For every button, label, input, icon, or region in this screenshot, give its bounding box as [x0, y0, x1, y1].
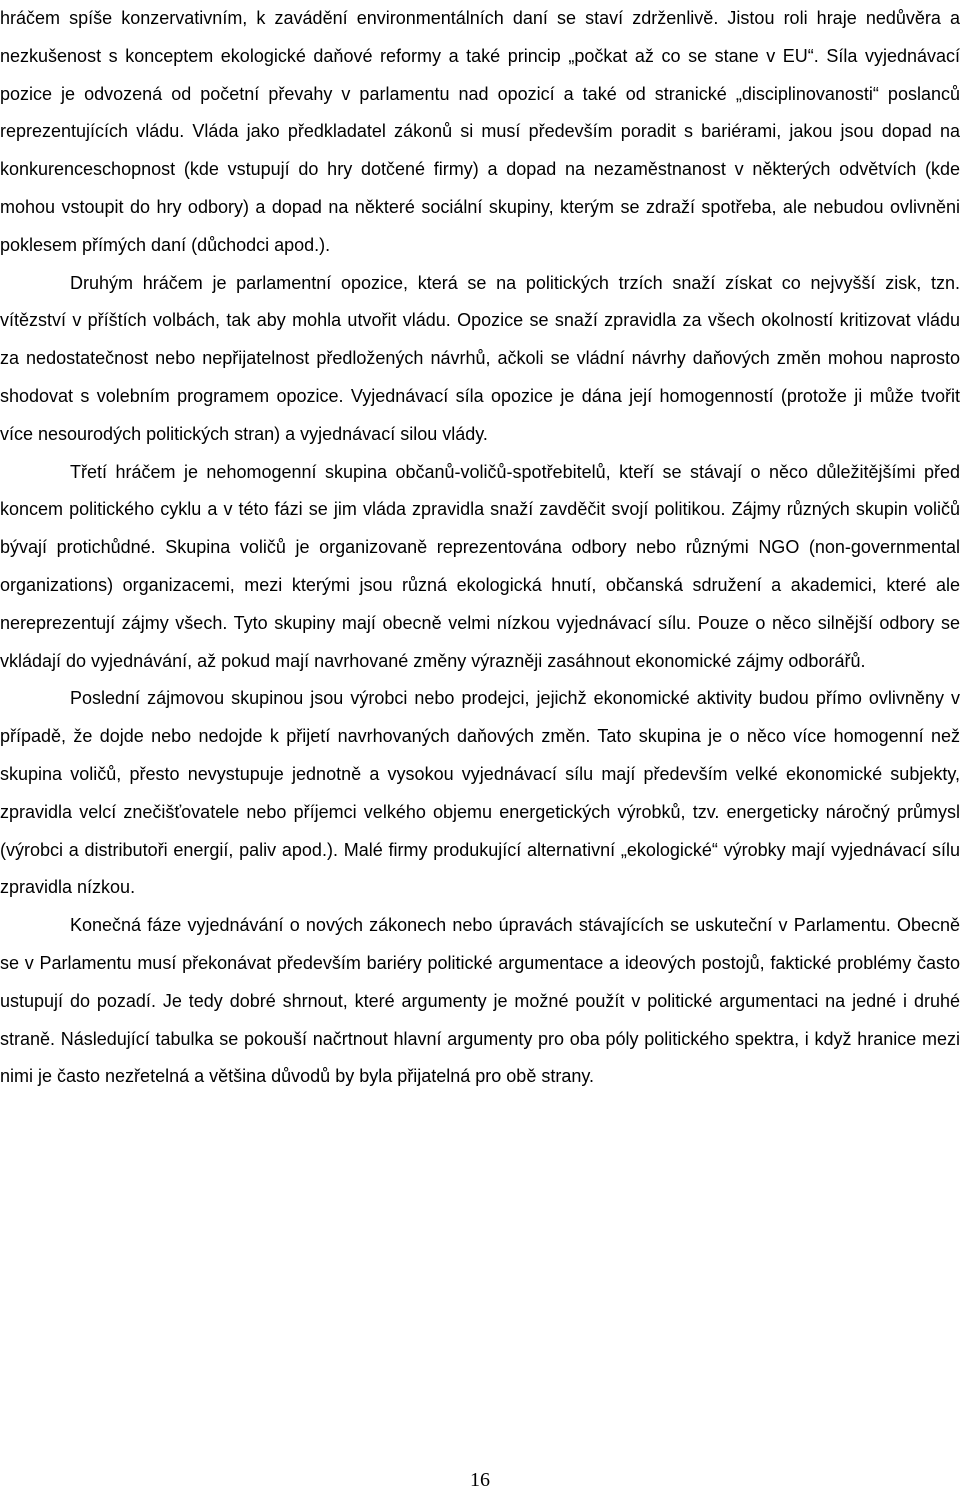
page-number: 16	[470, 1469, 490, 1491]
paragraph-4: Poslední zájmovou skupinou jsou výrobci nebo prodejci, jejichž ekonomické aktivity budou přímo ovlivněny v případě, že dojde nebo nedojde k přijetí navrhovaných daňových změn. Tato skupina je o něco více homogenní než skupina voličů, přesto nevystupuje jednotně a vysokou vyjednávací sílu mají především velké ekonomické subjekty, zpravidla velcí znečišťovatele nebo příjemci velkého objemu energetických výrobků, tzv. energeticky náročný průmysl (výrobci a distributoři energií, paliv apod.). Malé firmy produkující alternativní „ekologické“ výrobky mají vyjednávací sílu zpravidla nízkou.	[0, 688, 960, 898]
paragraph-2: Druhým hráčem je parlamentní opozice, která se na politických trzích snaží získat co nejvyšší zisk, tzn. vítězství v příštích volbách, tak aby mohla utvořit vládu. Opozice se snaží zpravidla za všech okolností kritizovat vládu za nedostatečnost nebo nepřijatelnost předložených návrhů, ačkoli se vládní návrhy daňových změn mohou naprosto shodovat s volebním programem opozice. Vyjednávací síla opozice je dána její homogenností (protože ji může tvořit více nesourodých politických stran) a vyjednávací silou vlády.	[0, 272, 960, 444]
paragraph-5: Konečná fáze vyjednávání o nových zákonech nebo úpravách stávajících se uskuteční v Parlamentu. Obecně se v Parlamentu musí překonávat především bariéry politické argumentace a ideových postojů, faktické problémy často ustupují do pozadí. Je tedy dobré shrnout, které argumenty je možné použít v politické argumentaci na jedné i druhé straně. Následující tabulka se pokouší načrtnout hlavní argumenty pro oba póly politického spektra, i když hranice mezi nimi je často nezřetelná a většina důvodů by byla přijatelná pro obě strany.	[0, 915, 960, 1087]
paragraph-1: hráčem spíše konzervativním, k zavádění environmentálních daní se staví zdrženlivě. Jistou roli hraje nedůvěra a nezkušenost s konceptem ekologické daňové reformy a také princip „počkat až co se stane v EU“. Síla vyjednávací pozice je odvozená od početní převahy v parlamentu nad opozicí a také od stranické „disciplinovanosti“ poslanců reprezentujících vládu. Vláda jako předkladatel zákonů si musí především poradit s bariérami, jakou jsou dopad na konkurenceschopnost (kde vstupují do hry dotčené firmy) a dopad na nezaměstnanost v některých odvětvích (kde mohou vstoupit do hry odbory) a dopad na některé sociální skupiny, kterým se zdraží spotřeba, ale nebudou ovlivněni poklesem přímých daní (důchodci apod.).	[0, 8, 960, 255]
paragraph-3: Třetí hráčem je nehomogenní skupina občanů-voličů-spotřebitelů, kteří se stávají o něco důležitějšími před koncem politického cyklu a v této fázi se jim vláda zpravidla snaží zavděčit svojí politikou. Zájmy různých skupin voličů bývají protichůdné. Skupina voličů je organizovaně reprezentována odbory nebo různými NGO (non-governmental organizations) organizacemi, mezi kterými jsou různá ekologická hnutí, občanská sdružení a akademici, které ale nereprezentují zájmy všech. Tyto skupiny mají obecně velmi nízkou vyjednávací sílu. Pouze o něco silnější odbory se vkládají do vyjednávání, až pokud mají navrhované změny výrazněji zasáhnout ekonomické zájmy odborářů.	[0, 461, 960, 671]
